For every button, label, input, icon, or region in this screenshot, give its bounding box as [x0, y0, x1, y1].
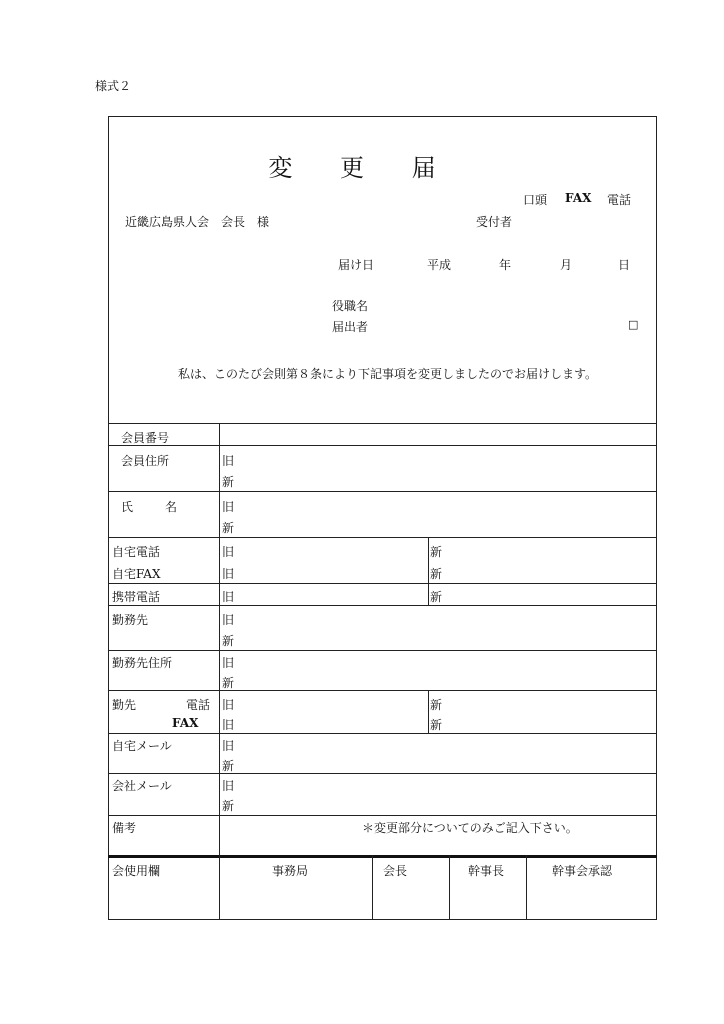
new-label: 新 [430, 718, 443, 732]
old-label: 旧 [222, 698, 235, 712]
form-title: 変 更 届 [268, 154, 456, 182]
date-day: 日 [618, 258, 631, 272]
row-line [108, 733, 657, 734]
label-workplace-address: 勤務先住所 [112, 656, 173, 670]
office-col-line [449, 855, 450, 920]
work-phone-split-line [428, 690, 429, 733]
addressee: 近畿広島県人会 会長 様 [125, 215, 270, 229]
row-line [108, 650, 657, 651]
row-line [108, 445, 657, 446]
new-label: 新 [222, 799, 235, 813]
new-label: 新 [222, 634, 235, 648]
office-col-secretariat: 事務局 [272, 864, 309, 878]
office-col-line [526, 855, 527, 920]
old-label: 旧 [222, 779, 235, 793]
office-col-line [372, 855, 373, 920]
label-mobile-phone: 携帯電話 [112, 590, 161, 604]
label-work-fax: FAX [172, 716, 199, 730]
remarks-note: ＊変更部分についてのみご記入下さい。 [362, 821, 578, 835]
label-work-phone-2: 電話 [186, 698, 211, 712]
row-line [108, 605, 657, 606]
date-month: 月 [560, 258, 573, 272]
seal-mark: □ [628, 318, 639, 331]
date-era: 平成 [427, 258, 452, 272]
old-label: 旧 [222, 613, 235, 627]
row-line [108, 491, 657, 492]
old-label: 旧 [222, 454, 235, 468]
row-line [108, 690, 657, 691]
phone-split-line [428, 537, 429, 605]
old-label: 旧 [222, 545, 235, 559]
receiver-label: 受付者 [476, 215, 513, 229]
row-line [108, 537, 657, 538]
new-label: 新 [430, 698, 443, 712]
date-year: 年 [499, 258, 512, 272]
new-label: 新 [222, 475, 235, 489]
reception-phone: 電話 [607, 193, 632, 207]
reception-oral: 口頭 [523, 193, 548, 207]
new-label: 新 [222, 676, 235, 690]
label-member-address: 会員住所 [121, 454, 170, 468]
new-label: 新 [222, 759, 235, 773]
old-label: 旧 [222, 718, 235, 732]
old-label: 旧 [222, 567, 235, 581]
new-label: 新 [430, 567, 443, 581]
label-member-number: 会員番号 [121, 431, 170, 445]
row-line [108, 815, 657, 816]
new-label: 新 [430, 590, 443, 604]
label-office-use: 会使用欄 [112, 864, 161, 878]
row-line [108, 773, 657, 774]
office-use-divider [108, 855, 657, 858]
date-label: 届け日 [338, 258, 375, 272]
office-col-board-approval: 幹事会承認 [552, 864, 613, 878]
label-name-2: 名 [165, 500, 178, 514]
row-line [108, 583, 657, 584]
label-home-phone: 自宅電話 [112, 545, 161, 559]
label-remarks: 備考 [112, 821, 137, 835]
old-label: 旧 [222, 656, 235, 670]
old-label: 旧 [222, 500, 235, 514]
label-column-line [219, 423, 220, 920]
label-home-fax: 自宅FAX [112, 567, 161, 581]
office-col-chief-secretary: 幹事長 [468, 864, 505, 878]
statement: 私は、このたび会則第８条により下記事項を変更しましたのでお届けします。 [178, 367, 598, 381]
reception-fax: FAX [565, 191, 592, 205]
label-work-email: 会社メール [112, 779, 172, 793]
new-label: 新 [430, 545, 443, 559]
label-work-phone-1: 勤先 [112, 698, 137, 712]
submitter-label: 届出者 [332, 320, 369, 334]
form-frame [108, 116, 657, 920]
new-label: 新 [222, 521, 235, 535]
position-label: 役職名 [332, 299, 369, 313]
row-line [108, 423, 657, 424]
old-label: 旧 [222, 590, 235, 604]
label-name-1: 氏 [121, 500, 134, 514]
office-col-president: 会長 [383, 864, 408, 878]
form-code: 様式２ [95, 79, 132, 93]
label-home-email: 自宅メール [112, 739, 172, 753]
old-label: 旧 [222, 739, 235, 753]
label-workplace: 勤務先 [112, 613, 149, 627]
